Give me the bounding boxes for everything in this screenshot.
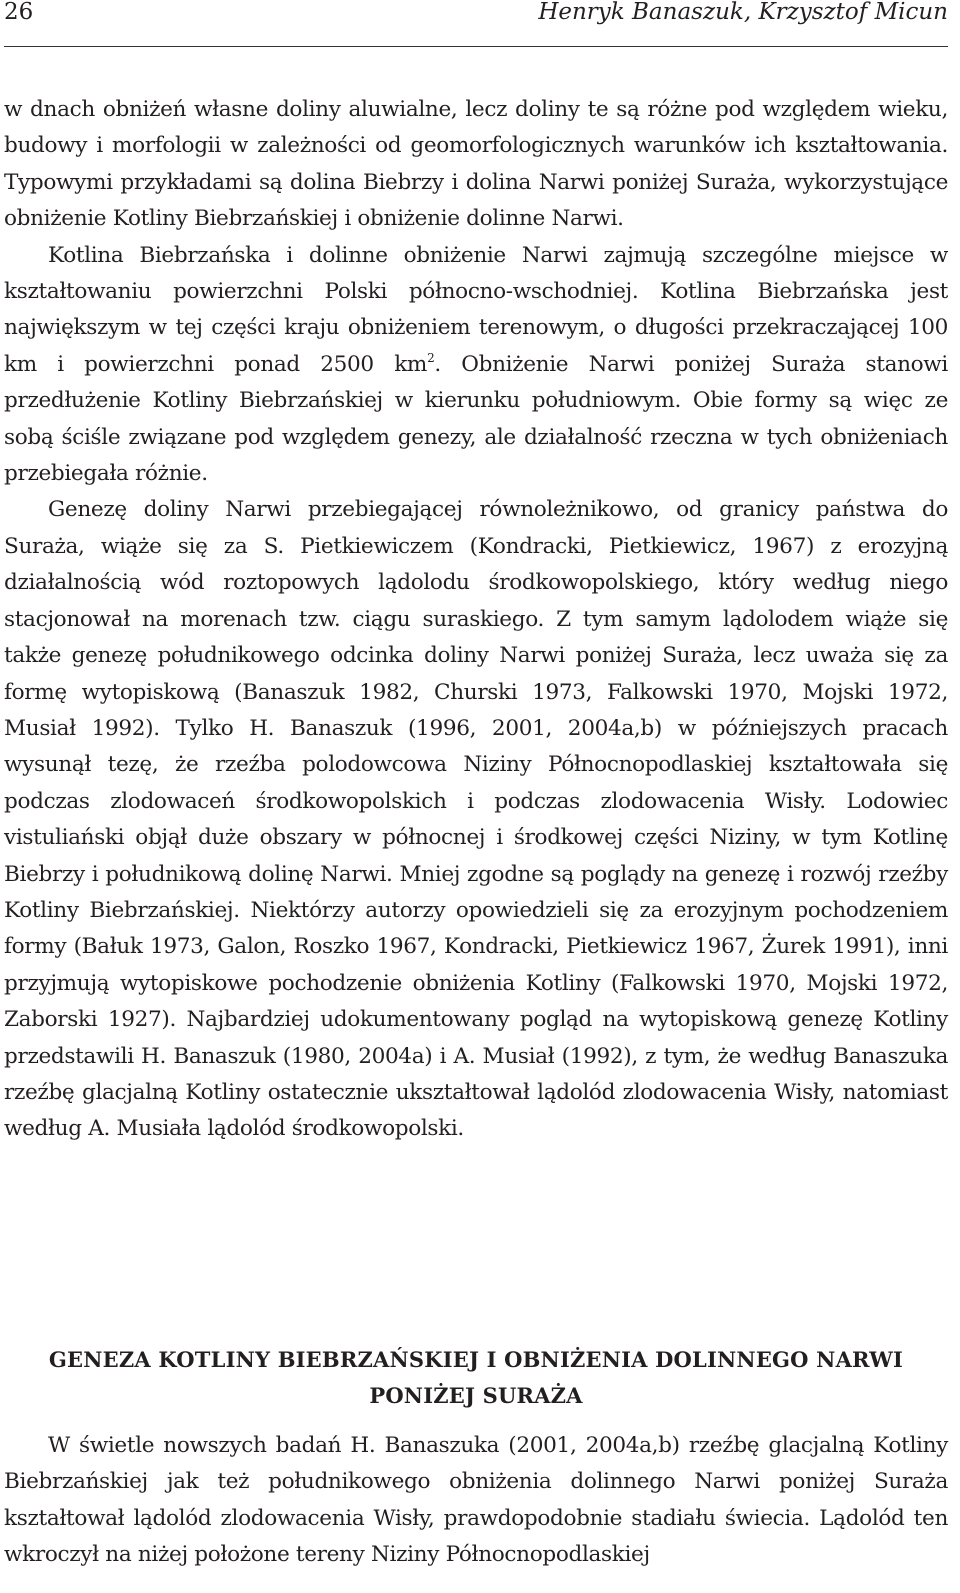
section-paragraph: W świetle nowszych badań H. Banaszuka (2001, 2004a,b) rzeźbę glacjalną Kotliny Biebrzańskiej jak też południkowego obniżenia dolinnego Narwi poniżej Suraża kształtował lądolód zlodowacenia Wisły, prawdopodobnie stadiału świecia. Lądolód ten wkroczył na niżej położone tereny Niziny Północnopodlaskiej [4, 1433, 948, 1568]
paragraph-3: Genezę doliny Narwi przebiegającej równoleżnikowo, od granicy państwa do Suraża, wiąże się za S. Pietkiewiczem (Kondracki, Pietkiewicz, 1967) z erozyjną działalnością wód roztopowych lądolodu środkowopolskiego, który według niego stacjonował na morenach tzw. ciągu suraskiego. Z tym samym lądolodem wiąże się także genezę południkowego odcinka doliny Narwi poniżej Suraża, lecz uważa się za formę wytopiskową (Banaszuk 1982, Churski 1973, Falkowski 1970, Mojski 1972, Musiał 1992). Tylko H. Banaszuk (1996, 2001, 2004a,b) w późniejszych pracach wysunął tezę, że rzeźba polodowcowa Niziny Północnopodlaskiej kształtowała się podczas zlodowaceń środkowopolskich i podczas zlodowacenia Wisły. Lodowiec vistuliański objął duże obszary w północnej i środkowej części Niziny, w tym Kotlinę Biebrzy i południkową dolinę Narwi. Mniej zgodne są poglądy na genezę i rozwój rzeźby Kotliny Biebrzańskiej. Niektórzy autorzy opowiedzieli się za erozyjnym pochodzeniem formy (Bałuk 1973, Galon, Roszko 1967, Kondracki, Pietkiewicz 1967, Żurek 1991), inni przyjmują wytopiskowe pochodzenie obniżenia Kotliny (Falkowski 1970, Mojski 1972, Zaborski 1927). Najbardziej udokumentowany pogląd na wytopiskową genezę Kotliny przedstawili H. Banaszuk (1980, 2004a) i A. Musiał (1992), z tym, że według Banaszuka rzeźbę glacjalną Kotliny ostatecznie ukształtował lądolód zlodowacenia Wisły, natomiast według A. Musiała lądolód środkowopolski. [4, 497, 948, 1142]
superscript-2: 2 [427, 350, 435, 365]
paragraph-2-text-after: . Obniżenie Narwi poniżej Suraża stanowi przedłużenie Kotliny Biebrzańskiej w kierunku południowym. Obie formy są więc ze sobą ściśle związane pod względem genezy, ale działalność rzeczna w tych obniżeniach przebiegała różnie. [4, 351, 948, 487]
section-heading-line-2: PONIŻEJ SURAŻA [369, 1383, 583, 1408]
section-heading [4, 1342, 948, 1414]
section-body-text [4, 1428, 948, 1574]
running-head: Henryk Banaszuk, Krzysztof Micun [538, 0, 948, 25]
paragraph-1: w dnach obniżeń własne doliny aluwialne, lecz doliny te są różne pod względem wieku, budowy i morfologii w zależności od geomorfologicznych warunków ich kształtowania. Typowymi przykładami są dolina Biebrzy i dolina Narwi poniżej Suraża, wykorzystujące obniżenie Kotliny Biebrzańskiej i obniżenie dolinne Narwi. [4, 97, 948, 232]
paragraph-2 [4, 238, 948, 493]
main-body-text [4, 92, 948, 1148]
paragraph-2-text: Kotlina Biebrzańska i dolinne obniżenie Narwi zajmują szczególne miejsce w kształtowaniu powierzchni Polski północno-wschodniej. Kotlina Biebrzańska jest największym w tej części kraju obniżeniem terenowym, o długości przekraczającej 100 km i powierzchni ponad 2500 km [4, 242, 948, 377]
page-header [4, 0, 948, 47]
section-heading-line-1: GENEZA KOTLINY BIEBRZAŃSKIEJ I OBNIŻENIA DOLINNEGO NARWI [48, 1347, 904, 1372]
page-number: 26 [4, 0, 34, 25]
